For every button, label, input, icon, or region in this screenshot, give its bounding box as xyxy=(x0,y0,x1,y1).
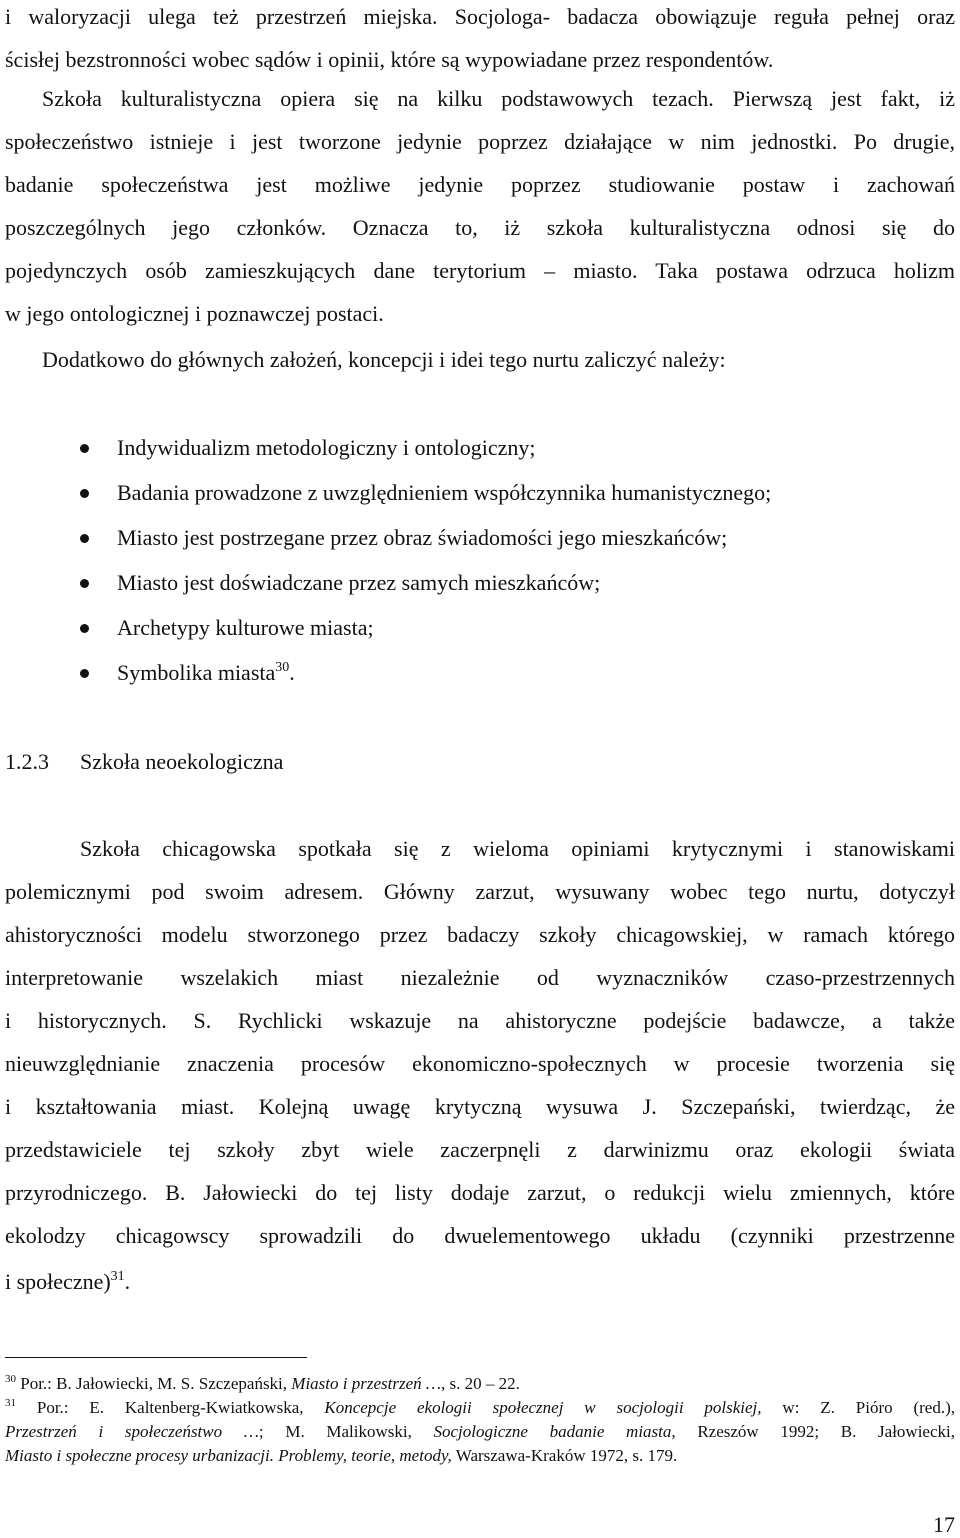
text-line: i waloryzacji ulega też przestrzeń miejska. Socjologa- badacza obowiązuje reguła pełnej oraz xyxy=(5,4,955,29)
list-item-text: Miasto jest doświadczane przez samych mieszkańców; xyxy=(117,570,601,595)
text-line: interpretowanie wszelakich miast niezależnie od wyznaczników czaso-przestrzennych xyxy=(5,965,955,990)
page-number: 17 xyxy=(933,1512,955,1537)
bullet-icon xyxy=(80,489,89,498)
footnote-separator xyxy=(5,1357,307,1358)
list-item-text: Archetypy kulturowe miasta; xyxy=(117,615,374,640)
bullet-icon xyxy=(80,669,89,678)
text-line: polemicznymi pod swoim adresem. Główny zarzut, wysuwany wobec tego nurtu, dotyczył xyxy=(5,879,955,904)
text-line: w jego ontologicznej i poznawczej postaci. xyxy=(5,301,384,326)
text-line: Szkoła kulturalistyczna opiera się na kilku podstawowych tezach. Pierwszą jest fakt, iż xyxy=(42,86,955,111)
bullet-icon xyxy=(80,534,89,543)
text-line: przedstawiciele tej szkoły zbyt wiele zaczerpnęli z darwinizmu oraz ekologii świata xyxy=(5,1137,955,1162)
text-line: nieuwzględnianie znaczenia procesów ekonomiczno-społecznych w procesie tworzenia się xyxy=(5,1051,955,1076)
text-line: przyrodniczego. B. Jałowiecki do tej listy dodaje zarzut, o redukcji wielu zmiennych, które xyxy=(5,1180,955,1205)
list-item-text: Badania prowadzone z uwzględnieniem współczynnika humanistycznego; xyxy=(117,480,772,505)
text-line: i historycznych. S. Rychlicki wskazuje na ahistoryczne podejście badawcze, a także xyxy=(5,1008,955,1033)
bullet-icon xyxy=(80,444,89,453)
footnote-ref: 30 xyxy=(275,660,290,675)
text-line: i społeczne)$^{31}$. xyxy=(5,1269,131,1294)
text-line: pojedynczych osób zamieszkujących dane terytorium – miasto. Taka postawa odrzuca holizm xyxy=(5,258,955,283)
section-number: 1.2.3 xyxy=(5,749,49,774)
list-item-text: Symbolika miasta$^{30}$. xyxy=(117,660,295,685)
footnote-30: $^{30}$ Por.: B. Jałowiecki, M. S. Szczepański, Miasto i przestrzeń …, s. 20 – 22. xyxy=(5,1373,520,1393)
text-line: poszczególnych jego członków. Oznacza to, iż szkoła kulturalistyczna odnosi się do xyxy=(5,215,955,240)
footnote-ref: 31 xyxy=(110,1269,125,1284)
bullet-icon xyxy=(80,624,89,633)
footnote-31-line-3: Miasto i społeczne procesy urbanizacji. Problemy, teorie, metody, Warszawa-Kraków 1972, s. 179. xyxy=(5,1446,678,1465)
text-line: badanie społeczeństwa jest możliwe jedynie poprzez studiowanie postaw i zachowań xyxy=(5,172,955,197)
footnote-31-line-1: $^{31}$ Por.: E. Kaltenberg-Kwiatkowska, Koncepcje ekologii społecznej w socjologii polskiej, w: Z. Pióro (red.), xyxy=(5,1397,956,1417)
text-line: społeczeństwo istnieje i jest tworzone jedynie poprzez działające w nim jednostki. Po drugie, xyxy=(5,129,955,154)
footnote-31-line-2: Przestrzeń i społeczeństwo …; M. Malikowski, Socjologiczne badanie miasta, Rzeszów 1992; B. Jałowiecki, xyxy=(5,1422,955,1441)
bullet-icon xyxy=(80,579,89,588)
text-line: ekolodzy chicagowscy sprowadzili do dwuelementowego układu (czynniki przestrzenne xyxy=(5,1223,955,1248)
text-line: i kształtowania miast. Kolejną uwagę krytyczną wysuwa J. Szczepański, twierdząc, że xyxy=(5,1094,955,1119)
list-item-text: Indywidualizm metodologiczny i ontologiczny; xyxy=(117,435,536,460)
text-line: ahistoryczności modelu stworzonego przez badaczy szkoły chicagowskiej, w ramach którego xyxy=(5,922,955,947)
list-item-text: Miasto jest postrzegane przez obraz świadomości jego mieszkańców; xyxy=(117,525,728,550)
text-line: ścisłej bezstronności wobec sądów i opinii, które są wypowiadane przez respondentów. xyxy=(5,47,774,72)
text-line: Dodatkowo do głównych założeń, koncepcji i idei tego nurtu zaliczyć należy: xyxy=(42,347,726,372)
text-line: Szkoła chicagowska spotkała się z wieloma opiniami krytycznymi i stanowiskami xyxy=(80,836,955,861)
section-title: Szkoła neoekologiczna xyxy=(80,749,284,774)
